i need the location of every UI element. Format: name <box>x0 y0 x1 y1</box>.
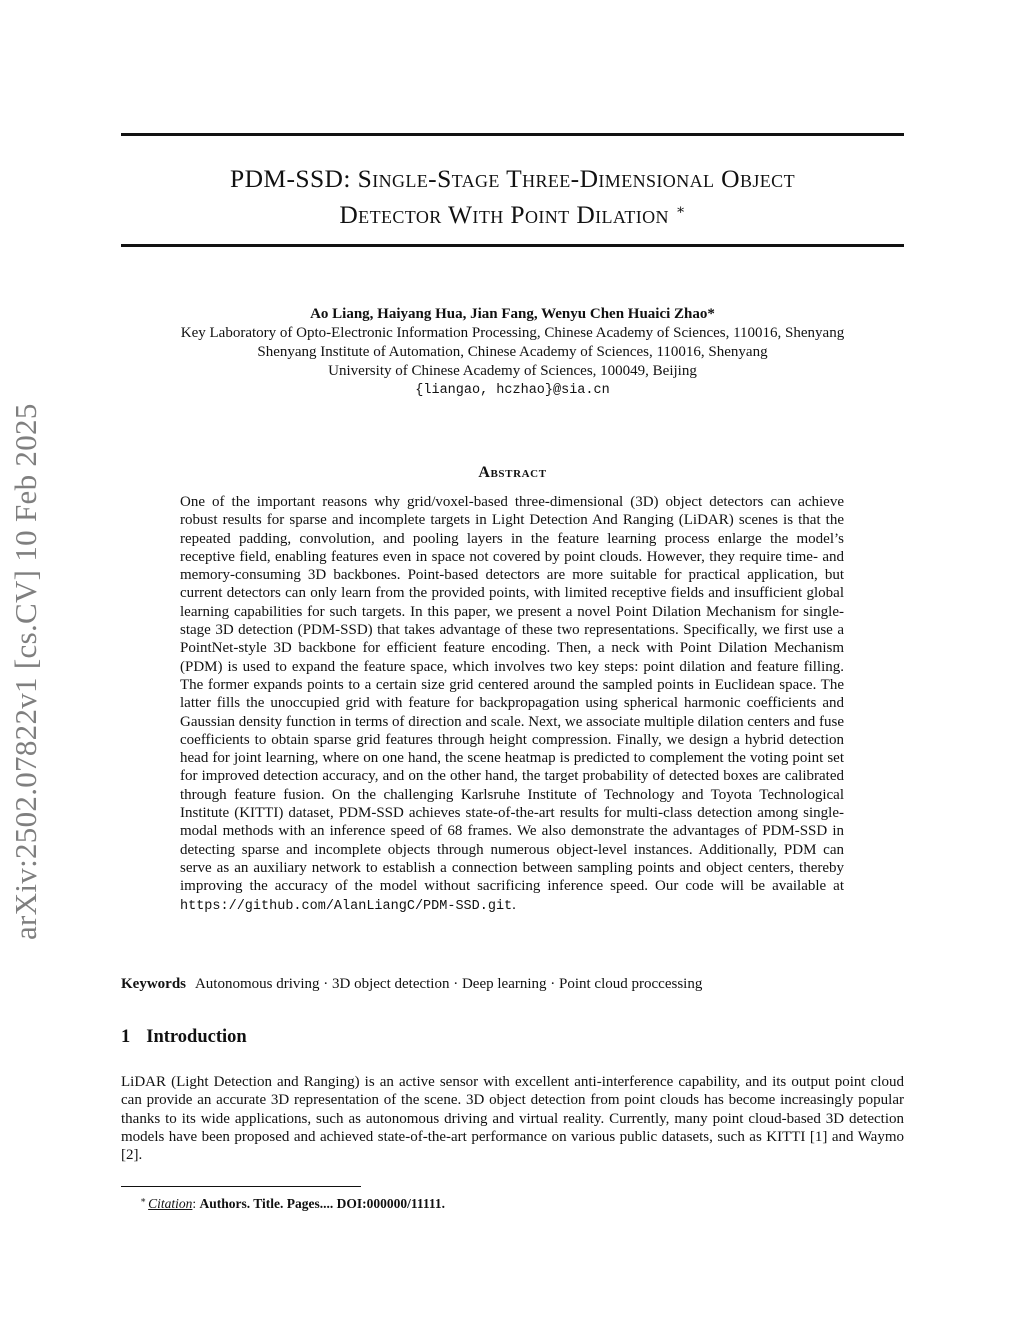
title-line-2: Detector With Point Dilation <box>339 200 669 229</box>
affiliation-2: Shenyang Institute of Automation, Chinese Academy of Sciences, 110016, Shenyang <box>257 344 768 360</box>
section-heading-introduction <box>121 1027 247 1048</box>
footnote-citation-label: Citation <box>148 1196 193 1211</box>
author-names: Ao Liang, Haiyang Hua, Jian Fang, Wenyu Chen Huaici Zhao* <box>310 306 715 322</box>
abstract-end-period: . <box>512 896 516 913</box>
title-bottom-rule <box>121 244 904 247</box>
section-title: Introduction <box>146 1027 247 1047</box>
title-line-1: PDM-SSD: Single-Stage Three-Dimensional Object <box>230 164 795 193</box>
keywords-list: Autonomous driving · 3D object detection · Deep learning · Point cloud proccessing <box>194 976 703 992</box>
arxiv-identifier-stamp: arXiv:2502.07822v1 [cs.CV] 10 Feb 2025 <box>8 403 43 940</box>
code-repository-link[interactable]: https://github.com/AlanLiangC/PDM-SSD.git <box>180 898 513 914</box>
title-top-rule <box>121 133 904 136</box>
section-number: 1 <box>121 1027 131 1047</box>
introduction-paragraph: LiDAR (Light Detection and Ranging) is an active sensor with excellent anti-interference capability, and its output point cloud can provide an accurate 3D representation of the scene. 3D object detection from point clouds has become increasingly popular thanks to its wide applications, such as autonomous driving and virtual reality. Currently, many point cloud-based 3D detection models have been proposed and achieved state-of-the-art performance on various public datasets, such as KITTI [1] and Waymo [2]. <box>121 1074 904 1164</box>
citation-footnote: ∗ Citation: Authors. Title. Pages.... DOI:000000/11111. <box>140 1195 446 1211</box>
keywords-line <box>121 975 904 993</box>
abstract-heading: Abstract <box>478 464 547 481</box>
abstract-body <box>180 493 844 916</box>
affiliation-3: University of Chinese Academy of Sciences, 100049, Beijing <box>328 363 697 379</box>
footnote-citation-text: Authors. Title. Pages.... DOI:000000/11111. <box>199 1196 446 1211</box>
footnote-rule <box>121 1186 361 1187</box>
keywords-label: Keywords <box>121 976 186 992</box>
author-email: {liangao, hczhao}@sia.cn <box>415 383 610 398</box>
title-footnote-marker: ∗ <box>675 203 686 218</box>
footnote-marker: ∗ <box>140 1195 147 1205</box>
title-line-2-wrap <box>121 195 904 231</box>
author-block <box>121 305 904 400</box>
affiliation-1: Key Laboratory of Opto-Electronic Information Processing, Chinese Academy of Sciences, 110016, Shenyang <box>180 325 845 341</box>
abstract-text: One of the important reasons why grid/voxel-based three-dimensional (3D) object detectors can achieve robust results for sparse and incomplete targets in Light Detection And Ranging (LiDAR) scenes is that the repeated padding, convolution, and pooling layers in the feature learning process enlarge the model’s receptive field, enabling features even in space not covered by point clouds. However, they require time- and memory-consuming 3D backbones. Point-based detectors are more suitable for practical application, but current detectors can only learn from the provided points, with limited receptive fields and insufficient global learning capabilities for such targets. In this paper, we present a novel Point Dilation Mechanism for single-stage 3D detection (PDM-SSD) that takes advantage of these two representations. Specifically, we first use a PointNet-style 3D backbone for efficient feature encoding. Then, a neck with Point Dilation Mechanism (PDM) is used to expand the feature space, which involves two key steps: point dilation and feature filling. The former expands points to a certain size grid centered around the sampled points in Euclidean space. The latter fills the unoccupied grid with feature for backpropagation using spherical harmonic coefficients and Gaussian density function in terms of direction and scale. Next, we associate multiple dilation centers and fuse coefficients to obtain sparse grid features through height compression. Finally, we design a hybrid detection head for joint learning, where on one hand, the scene heatmap is predicted to complement the voting point set for improved detection accuracy, and on the other hand, the target probability of detected boxes are calibrated through feature fusion. On the challenging Karlsruhe Institute of Technology and Toyota Technological Institute (KITTI) dataset, PDM-SSD achieves state-of-the-art results for multi-class detection among single-modal methods with an inference speed of 68 frames. We also demonstrate the advantages of PDM-SSD in detecting sparse and incomplete objects through numerous object-level instances. Additionally, PDM can serve as an auxiliary network to establish a connection between sampling points and object centers, thereby improving the accuracy of the model without sacrificing inference speed. Our code will be available at <box>180 494 844 895</box>
paper-title <box>121 163 904 231</box>
